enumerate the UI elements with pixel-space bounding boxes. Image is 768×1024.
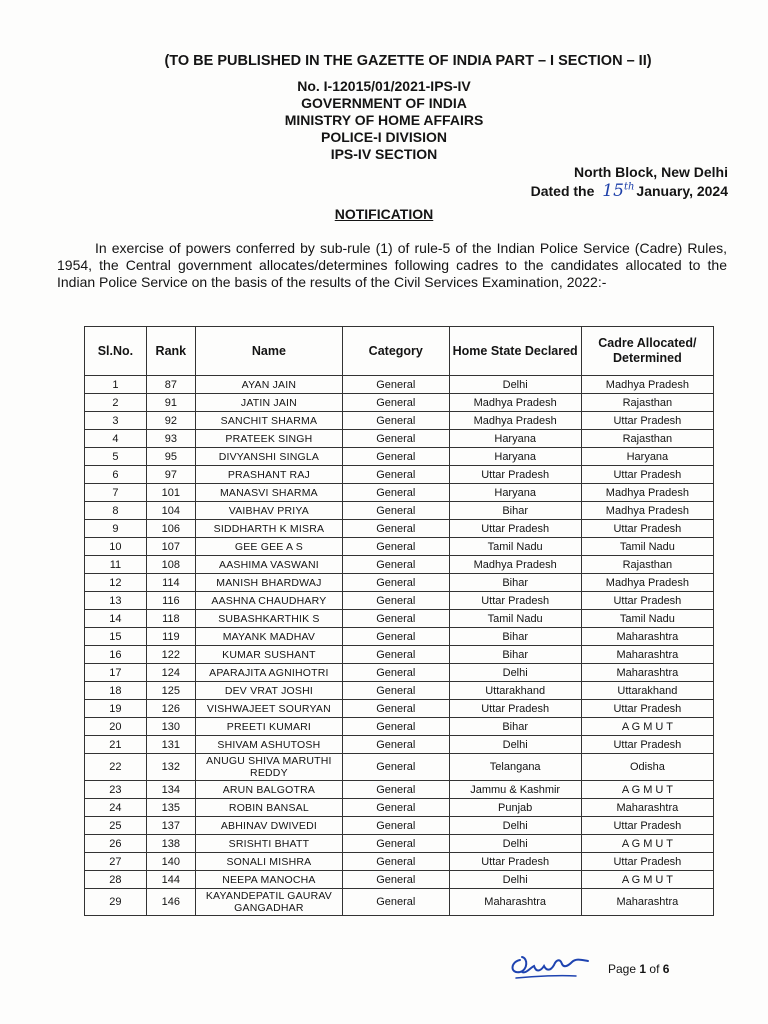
cell-name: SANCHIT SHARMA [195, 412, 342, 430]
cell-category: General [342, 700, 449, 718]
table-row [85, 718, 714, 736]
cell-cadre: Uttar Pradesh [581, 853, 713, 871]
table-row [85, 817, 714, 835]
cell-category: General [342, 835, 449, 853]
cell-home-state: Maharashtra [449, 889, 581, 916]
header-name: Name [195, 327, 342, 376]
table-row [85, 781, 714, 799]
cell-home-state: Madhya Pradesh [449, 412, 581, 430]
date-line [531, 181, 728, 201]
table-row [85, 889, 714, 916]
cell-name: PREETI KUMARI [195, 718, 342, 736]
cell-rank: 97 [146, 466, 195, 484]
cell-cadre: A G M U T [581, 835, 713, 853]
cell-category: General [342, 628, 449, 646]
page-number [608, 962, 669, 976]
cell-cadre: Tamil Nadu [581, 610, 713, 628]
cell-slno: 20 [85, 718, 147, 736]
cell-category: General [342, 466, 449, 484]
table-row [85, 394, 714, 412]
cell-cadre: Uttar Pradesh [581, 817, 713, 835]
cell-cadre: Maharashtra [581, 664, 713, 682]
cell-category: General [342, 610, 449, 628]
table-row [85, 556, 714, 574]
cell-category: General [342, 412, 449, 430]
table-body [85, 376, 714, 916]
page-current: 1 [639, 962, 647, 976]
cell-home-state: Uttar Pradesh [449, 592, 581, 610]
cell-name: PRASHANT RAJ [195, 466, 342, 484]
page-total: 6 [662, 962, 670, 976]
cell-cadre: Maharashtra [581, 799, 713, 817]
cell-rank: 135 [146, 799, 195, 817]
cell-home-state: Haryana [449, 430, 581, 448]
cell-name: MANASVI SHARMA [195, 484, 342, 502]
cell-name: ARUN BALGOTRA [195, 781, 342, 799]
table-row [85, 520, 714, 538]
cell-home-state: Delhi [449, 664, 581, 682]
section-heading: IPS-IV SECTION [330, 146, 438, 162]
cell-home-state: Haryana [449, 484, 581, 502]
gazette-line: (TO BE PUBLISHED IN THE GAZETTE OF INDIA PART – I SECTION – II) [164, 53, 652, 69]
cell-name: NEEPA MANOCHA [195, 871, 342, 889]
cell-name: DIVYANSHI SINGLA [195, 448, 342, 466]
cell-slno: 11 [85, 556, 147, 574]
cell-category: General [342, 718, 449, 736]
cell-slno: 12 [85, 574, 147, 592]
cadre-allocation-table [84, 326, 714, 916]
cell-category: General [342, 538, 449, 556]
cell-rank: 118 [146, 610, 195, 628]
cell-cadre: A G M U T [581, 718, 713, 736]
cell-slno: 2 [85, 394, 147, 412]
cell-category: General [342, 502, 449, 520]
cell-home-state: Punjab [449, 799, 581, 817]
cell-cadre: Rajasthan [581, 556, 713, 574]
table-row [85, 628, 714, 646]
cell-rank: 106 [146, 520, 195, 538]
cell-cadre: Uttar Pradesh [581, 700, 713, 718]
cell-rank: 137 [146, 817, 195, 835]
cell-slno: 1 [85, 376, 147, 394]
cell-cadre: Madhya Pradesh [581, 502, 713, 520]
cell-home-state: Tamil Nadu [449, 538, 581, 556]
cell-cadre: Madhya Pradesh [581, 484, 713, 502]
ministry-heading: MINISTRY OF HOME AFFAIRS [284, 112, 484, 128]
signature-scribble [506, 948, 596, 984]
cell-category: General [342, 781, 449, 799]
cell-category: General [342, 736, 449, 754]
cell-slno: 24 [85, 799, 147, 817]
cell-slno: 13 [85, 592, 147, 610]
table-row [85, 538, 714, 556]
cell-cadre: A G M U T [581, 871, 713, 889]
cell-home-state: Bihar [449, 628, 581, 646]
cell-slno: 4 [85, 430, 147, 448]
cell-category: General [342, 664, 449, 682]
cell-slno: 7 [85, 484, 147, 502]
cell-cadre: Rajasthan [581, 430, 713, 448]
cell-slno: 3 [85, 412, 147, 430]
dated-prefix: Dated the [530, 183, 595, 199]
cell-category: General [342, 448, 449, 466]
cell-cadre: Maharashtra [581, 628, 713, 646]
cell-cadre: Uttar Pradesh [581, 412, 713, 430]
cell-name: AASHNA CHAUDHARY [195, 592, 342, 610]
cell-category: General [342, 574, 449, 592]
cell-slno: 16 [85, 646, 147, 664]
cell-home-state: Delhi [449, 835, 581, 853]
table-row [85, 502, 714, 520]
cell-slno: 19 [85, 700, 147, 718]
cell-name: AASHIMA VASWANI [195, 556, 342, 574]
cell-rank: 131 [146, 736, 195, 754]
cell-home-state: Delhi [449, 871, 581, 889]
cell-cadre: Madhya Pradesh [581, 376, 713, 394]
table-row [85, 682, 714, 700]
cell-name: KUMAR SUSHANT [195, 646, 342, 664]
cell-category: General [342, 484, 449, 502]
cell-rank: 125 [146, 682, 195, 700]
cell-category: General [342, 889, 449, 916]
cell-slno: 9 [85, 520, 147, 538]
cell-cadre: Uttar Pradesh [581, 466, 713, 484]
cell-home-state: Haryana [449, 448, 581, 466]
cell-home-state: Delhi [449, 736, 581, 754]
header-home-state: Home State Declared [449, 327, 581, 376]
cell-rank: 134 [146, 781, 195, 799]
cell-cadre: Maharashtra [581, 646, 713, 664]
intro-paragraph: In exercise of powers conferred by sub-rule (1) of rule-5 of the Indian Police Service (Cadre) Rules, 1954, the Central government allocates/determines following cadres to the candidates allocated to the Indian Police Service on the basis of the results of the Civil Services Examination, 2022:- [57, 240, 727, 290]
cell-slno: 14 [85, 610, 147, 628]
table-row [85, 412, 714, 430]
page-prefix: Page [608, 962, 637, 976]
cell-cadre: Haryana [581, 448, 713, 466]
cell-slno: 27 [85, 853, 147, 871]
notification-title: NOTIFICATION [334, 206, 434, 222]
cell-slno: 18 [85, 682, 147, 700]
cell-name: MANISH BHARDWAJ [195, 574, 342, 592]
cell-name: JATIN JAIN [195, 394, 342, 412]
header-cadre: Cadre Allocated/ Determined [581, 327, 713, 376]
cell-rank: 87 [146, 376, 195, 394]
cell-rank: 108 [146, 556, 195, 574]
cell-cadre: A G M U T [581, 781, 713, 799]
table-row [85, 835, 714, 853]
cell-rank: 122 [146, 646, 195, 664]
table-row [85, 610, 714, 628]
handwritten-day [602, 181, 634, 201]
cell-cadre: Madhya Pradesh [581, 574, 713, 592]
table-row [85, 754, 714, 781]
cell-home-state: Madhya Pradesh [449, 556, 581, 574]
handwritten-day-suffix: th [623, 181, 635, 193]
cell-home-state: Tamil Nadu [449, 610, 581, 628]
cell-name: DEV VRAT JOSHI [195, 682, 342, 700]
cell-home-state: Uttarakhand [449, 682, 581, 700]
header-category: Category [342, 327, 449, 376]
header-rank: Rank [146, 327, 195, 376]
table-row [85, 574, 714, 592]
cell-rank: 132 [146, 754, 195, 781]
table-row [85, 664, 714, 682]
cell-slno: 21 [85, 736, 147, 754]
cell-name: ROBIN BANSAL [195, 799, 342, 817]
cell-home-state: Uttar Pradesh [449, 853, 581, 871]
cell-home-state: Uttar Pradesh [449, 520, 581, 538]
cell-rank: 91 [146, 394, 195, 412]
table-row [85, 484, 714, 502]
cell-rank: 124 [146, 664, 195, 682]
division-heading: POLICE-I DIVISION [320, 129, 447, 145]
cell-name: APARAJITA AGNIHOTRI [195, 664, 342, 682]
cell-name: VISHWAJEET SOURYAN [195, 700, 342, 718]
cell-cadre: Uttar Pradesh [581, 592, 713, 610]
cell-rank: 119 [146, 628, 195, 646]
cell-rank: 101 [146, 484, 195, 502]
cell-name: KAYANDEPATIL GAURAV GANGADHAR [195, 889, 342, 916]
header-slno: Sl.No. [85, 327, 147, 376]
cell-category: General [342, 592, 449, 610]
cell-category: General [342, 817, 449, 835]
cell-rank: 116 [146, 592, 195, 610]
table-row [85, 871, 714, 889]
cell-name: AYAN JAIN [195, 376, 342, 394]
cell-rank: 130 [146, 718, 195, 736]
cell-cadre: Uttar Pradesh [581, 520, 713, 538]
cell-rank: 114 [146, 574, 195, 592]
table-row [85, 853, 714, 871]
table-row [85, 646, 714, 664]
cell-slno: 23 [85, 781, 147, 799]
cell-cadre: Uttarakhand [581, 682, 713, 700]
cell-name: SRISHTI BHATT [195, 835, 342, 853]
cell-home-state: Delhi [449, 376, 581, 394]
cell-home-state: Bihar [449, 574, 581, 592]
cell-home-state: Uttar Pradesh [449, 466, 581, 484]
cell-rank: 138 [146, 835, 195, 853]
cell-home-state: Bihar [449, 646, 581, 664]
table-row [85, 736, 714, 754]
cell-cadre: Uttar Pradesh [581, 736, 713, 754]
cell-slno: 26 [85, 835, 147, 853]
cell-home-state: Madhya Pradesh [449, 394, 581, 412]
cell-name: SUBASHKARTHIK S [195, 610, 342, 628]
table-header-row [85, 327, 714, 376]
cell-cadre: Rajasthan [581, 394, 713, 412]
handwritten-day-number: 15 [602, 181, 624, 201]
cell-name: VAIBHAV PRIYA [195, 502, 342, 520]
file-number: No. I-12015/01/2021-IPS-IV [297, 78, 471, 94]
cell-name: PRATEEK SINGH [195, 430, 342, 448]
cell-name: SONALI MISHRA [195, 853, 342, 871]
government-heading: GOVERNMENT OF INDIA [301, 95, 467, 111]
cell-category: General [342, 754, 449, 781]
cell-home-state: Jammu & Kashmir [449, 781, 581, 799]
cell-home-state: Bihar [449, 502, 581, 520]
table-row [85, 799, 714, 817]
table-row [85, 376, 714, 394]
cell-home-state: Delhi [449, 817, 581, 835]
page-of: of [649, 962, 660, 976]
cell-slno: 10 [85, 538, 147, 556]
cell-name: SIDDHARTH K MISRA [195, 520, 342, 538]
cell-rank: 146 [146, 889, 195, 916]
cell-category: General [342, 853, 449, 871]
cell-category: General [342, 646, 449, 664]
cell-name: ANUGU SHIVA MARUTHI REDDY [195, 754, 342, 781]
month-year: January, 2024 [636, 183, 728, 199]
cell-name: GEE GEE A S [195, 538, 342, 556]
cell-category: General [342, 871, 449, 889]
table-row [85, 448, 714, 466]
cell-rank: 126 [146, 700, 195, 718]
cell-home-state: Uttar Pradesh [449, 700, 581, 718]
cell-home-state: Telangana [449, 754, 581, 781]
cell-name: MAYANK MADHAV [195, 628, 342, 646]
cell-slno: 8 [85, 502, 147, 520]
cell-category: General [342, 394, 449, 412]
cell-category: General [342, 556, 449, 574]
cell-category: General [342, 430, 449, 448]
cell-slno: 28 [85, 871, 147, 889]
table-row [85, 466, 714, 484]
cell-cadre: Odisha [581, 754, 713, 781]
cell-slno: 22 [85, 754, 147, 781]
cell-cadre: Tamil Nadu [581, 538, 713, 556]
cell-rank: 104 [146, 502, 195, 520]
cell-slno: 5 [85, 448, 147, 466]
cell-category: General [342, 682, 449, 700]
table-row [85, 700, 714, 718]
cell-rank: 92 [146, 412, 195, 430]
cell-rank: 95 [146, 448, 195, 466]
cell-name: SHIVAM ASHUTOSH [195, 736, 342, 754]
cell-slno: 25 [85, 817, 147, 835]
cell-category: General [342, 376, 449, 394]
cell-rank: 93 [146, 430, 195, 448]
cell-rank: 144 [146, 871, 195, 889]
cell-category: General [342, 520, 449, 538]
table-row [85, 592, 714, 610]
cell-slno: 29 [85, 889, 147, 916]
cell-slno: 15 [85, 628, 147, 646]
table-row [85, 430, 714, 448]
cell-rank: 107 [146, 538, 195, 556]
place: North Block, New Delhi [573, 164, 728, 180]
cell-home-state: Bihar [449, 718, 581, 736]
cell-slno: 17 [85, 664, 147, 682]
cell-rank: 140 [146, 853, 195, 871]
cell-category: General [342, 799, 449, 817]
cell-name: ABHINAV DWIVEDI [195, 817, 342, 835]
cell-cadre: Maharashtra [581, 889, 713, 916]
cell-slno: 6 [85, 466, 147, 484]
